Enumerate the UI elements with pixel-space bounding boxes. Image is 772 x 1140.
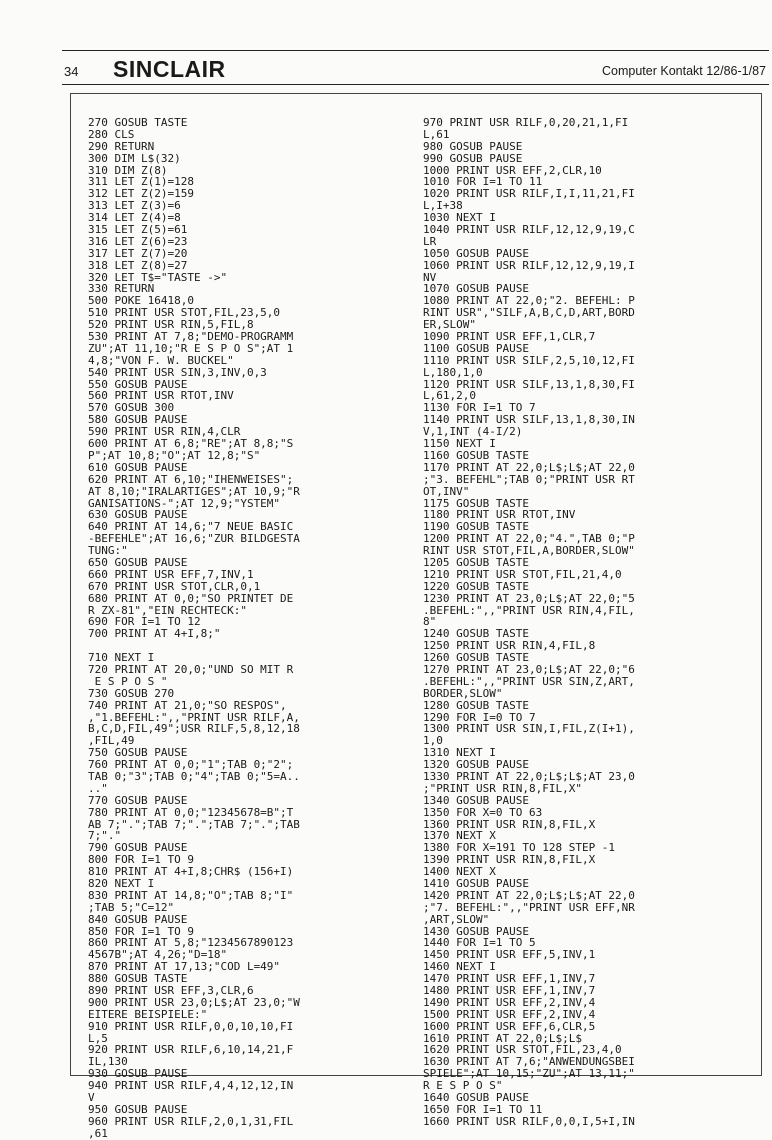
- code-line: 310 DIM Z(8): [88, 164, 168, 177]
- code-line: R E S P O S": [423, 1080, 503, 1093]
- code-line: 315 LET Z(5)=61: [88, 224, 188, 236]
- code-line: 770 GOSUB PAUSE: [88, 794, 188, 807]
- code-line: 1175 GOSUB TASTE: [423, 497, 529, 510]
- code-line: 311 LET Z(1)=128: [88, 176, 194, 189]
- code-line: -BEFEHLE";AT 16,6;"ZUR BILDGESTA: [88, 533, 300, 546]
- code-line: 1290 FOR I=0 TO 7: [423, 711, 536, 724]
- code-line: P";AT 10,8;"O";AT 12,8;"S": [88, 449, 261, 462]
- code-line: 1090 PRINT USR EFF,1,CLR,7: [423, 331, 596, 343]
- code-line: 1190 GOSUB TASTE: [423, 521, 529, 534]
- code-line: 1600 PRINT USR EFF,6,CLR,5: [423, 1020, 596, 1033]
- code-line: 670 PRINT USR STOT,CLR,0,1: [88, 580, 261, 593]
- code-line: 1320 GOSUB PAUSE: [423, 759, 529, 771]
- code-line: R ZX-81","EIN RECHTECK:": [88, 604, 247, 617]
- header-rule: [62, 84, 769, 85]
- code-line: ..": [88, 782, 108, 795]
- code-line: GANISATIONS-";AT 12,9;"YSTEM": [88, 497, 281, 510]
- code-line: 860 PRINT AT 5,8;"1234567890123: [88, 937, 294, 950]
- code-line: 1,0: [423, 735, 443, 748]
- code-line: 1430 GOSUB PAUSE: [423, 925, 529, 938]
- code-line: 550 GOSUB PAUSE: [88, 378, 188, 391]
- code-line: 700 PRINT AT 4+I,8;": [88, 628, 221, 641]
- code-line: L,I+38: [423, 200, 463, 213]
- code-line: 1490 PRINT USR EFF,2,INV,4: [423, 996, 596, 1009]
- code-line: 1330 PRINT AT 22,0;L$;L$;AT 23,0: [423, 770, 635, 783]
- code-line: 650 GOSUB PAUSE: [88, 556, 188, 569]
- code-line: 1030 NEXT I: [423, 212, 496, 225]
- code-line: 318 LET Z(8)=27: [88, 259, 188, 272]
- code-line: 1650 FOR I=1 TO 11: [423, 1103, 543, 1116]
- code-line: TUNG:": [88, 545, 128, 557]
- code-line: 970 PRINT USR RILF,0,20,21,1,FI: [423, 117, 629, 129]
- code-line: 1000 PRINT USR EFF,2,CLR,10: [423, 164, 602, 177]
- code-line: 1370 NEXT X: [423, 830, 496, 843]
- code-line: 1660 PRINT USR RILF,0,0,I,5+I,IN: [423, 1115, 635, 1128]
- code-line: L,180,1,0: [423, 366, 483, 379]
- code-line: 530 PRINT AT 7,8;"DEMO-PROGRAMM: [88, 331, 294, 343]
- code-line: 1120 PRINT USR SILF,13,1,8,30,FI: [423, 378, 635, 391]
- code-line: .BEFEHL:",,"PRINT USR RIN,4,FIL,: [423, 604, 635, 617]
- code-line: 1470 PRINT USR EFF,1,INV,7: [423, 973, 596, 986]
- code-line: 1205 GOSUB TASTE: [423, 556, 529, 569]
- code-line: 890 PRINT USR EFF,3,CLR,6: [88, 985, 254, 997]
- code-line: 830 PRINT AT 14,8;"O";TAB 8;"I": [88, 889, 294, 902]
- code-line: ;"3. BEFEHL";TAB 0;"PRINT USR RT: [423, 473, 635, 486]
- code-line: 1130 FOR I=1 TO 7: [423, 402, 536, 415]
- code-line: 1610 PRINT AT 22,0;L$;L$: [423, 1032, 582, 1045]
- code-line: 520 PRINT USR RIN,5,FIL,8: [88, 319, 254, 332]
- code-line: 620 PRINT AT 6,10;"IHENWEISES";: [88, 473, 294, 486]
- code-line: 940 PRINT USR RILF,4,4,12,12,IN: [88, 1080, 294, 1093]
- code-line: [88, 640, 418, 652]
- code-line: 270 GOSUB TASTE: [88, 117, 188, 129]
- magazine-brand: SINCLAIR: [113, 56, 226, 82]
- code-line: ,ART,SLOW": [423, 913, 490, 926]
- code-line: 1240 GOSUB TASTE: [423, 628, 529, 641]
- code-line: 1170 PRINT AT 22,0;L$;L$;AT 22,0: [423, 461, 635, 474]
- code-line: ,"1.BEFEHL:",,"PRINT USR RILF,A,: [88, 711, 300, 724]
- code-line: 280 CLS: [88, 128, 135, 141]
- code-line: ;TAB 5;"C=12": [88, 901, 175, 914]
- code-line: L,5: [88, 1032, 108, 1045]
- code-line: 1360 PRINT USR RIN,8,FIL,X: [423, 818, 596, 831]
- code-line: EITERE BEISPIELE:": [88, 1008, 208, 1021]
- code-line: 314 LET Z(4)=8: [88, 212, 181, 225]
- code-line: 1040 PRINT USR RILF,12,12,9,19,C: [423, 224, 635, 236]
- code-line: 1110 PRINT USR SILF,2,5,10,12,FI: [423, 354, 635, 367]
- code-line: OT,INV": [423, 485, 470, 498]
- code-line: 300 DIM L$(32): [88, 152, 181, 165]
- code-line: 710 NEXT I: [88, 652, 155, 664]
- code-line: 560 PRINT USR RTOT,INV: [88, 390, 234, 403]
- code-line: 590 PRINT USR RIN,4,CLR: [88, 426, 241, 439]
- code-line: BORDER,SLOW": [423, 687, 503, 700]
- code-line: 980 GOSUB PAUSE: [423, 140, 523, 153]
- code-line: 820 NEXT I: [88, 878, 155, 890]
- code-line: 312 LET Z(2)=159: [88, 188, 194, 201]
- code-line: 1630 PRINT AT 7,6;"ANWENDUNGSBEI: [423, 1056, 635, 1069]
- code-line: ,61: [88, 1127, 108, 1140]
- code-line: 1450 PRINT USR EFF,5,INV,1: [423, 949, 596, 962]
- code-line: 880 GOSUB TASTE: [88, 973, 188, 986]
- code-line: 690 FOR I=1 TO 12: [88, 616, 201, 629]
- code-line: 1440 FOR I=1 TO 5: [423, 937, 536, 950]
- code-line: ,FIL,49: [88, 735, 135, 748]
- code-line: 1400 NEXT X: [423, 866, 496, 878]
- code-line: 910 PRINT USR RILF,0,0,10,10,FI: [88, 1020, 294, 1033]
- code-line: 900 PRINT USR 23,0;L$;AT 23,0;"W: [88, 996, 300, 1009]
- code-line: V,1,INT (4-I/2): [423, 426, 523, 439]
- code-line: L,61: [423, 128, 450, 141]
- code-line: 1200 PRINT AT 22,0;"4.",TAB 0;"P: [423, 533, 635, 546]
- listing-right-column: [423, 117, 763, 1128]
- code-line: 1460 NEXT I: [423, 961, 496, 974]
- code-line: 290 RETURN: [88, 140, 155, 153]
- code-line: 1300 PRINT USR SIN,I,FIL,Z(I+1),: [423, 723, 635, 736]
- code-line: V: [88, 1092, 95, 1104]
- code-line: 800 FOR I=1 TO 9: [88, 854, 194, 867]
- code-line: ;"7. BEFEHL:",,"PRINT USR EFF,NR: [423, 901, 635, 914]
- code-line: 1060 PRINT USR RILF,12,12,9,19,I: [423, 259, 635, 272]
- code-line: TAB 0;"3";TAB 0;"4";TAB 0;"5=A..: [88, 770, 300, 783]
- code-line: 1350 FOR X=0 TO 63: [423, 806, 543, 819]
- code-line: 720 PRINT AT 20,0;"UND SO MIT R: [88, 663, 294, 676]
- code-line: SPIELE";AT 10,15;"ZU";AT 13,11;": [423, 1068, 635, 1081]
- code-line: 960 PRINT USR RILF,2,0,1,31,FIL: [88, 1115, 294, 1128]
- code-line: L,61,2,0: [423, 390, 476, 403]
- code-line: ZU";AT 11,10;"R E S P O S";AT 1: [88, 342, 294, 355]
- code-line: 580 GOSUB PAUSE: [88, 414, 188, 427]
- code-line: 850 FOR I=1 TO 9: [88, 925, 194, 938]
- code-line: B,C,D,FIL,49";USR RILF,5,8,12,18: [88, 723, 300, 736]
- code-line: .BEFEHL:",,"PRINT USR SIN,Z,ART,: [423, 675, 635, 688]
- code-line: AT 8,10;"IRALARTIGES";AT 10,9;"R: [88, 485, 300, 498]
- code-line: AB 7;".";TAB 7;".";TAB 7;".";TAB: [88, 818, 300, 831]
- issue-info: Computer Kontakt 12/86-1/87: [602, 64, 766, 78]
- code-line: 1640 GOSUB PAUSE: [423, 1092, 529, 1104]
- code-line: 1500 PRINT USR EFF,2,INV,4: [423, 1008, 596, 1021]
- code-line: 990 GOSUB PAUSE: [423, 152, 523, 165]
- code-line: 660 PRINT USR EFF,7,INV,1: [88, 568, 254, 581]
- code-line: 1250 PRINT USR RIN,4,FIL,8: [423, 640, 596, 653]
- code-line: 317 LET Z(7)=20: [88, 247, 188, 260]
- code-line: 1220 GOSUB TASTE: [423, 580, 529, 593]
- code-line: 780 PRINT AT 0,0;"12345678=B";T: [88, 806, 294, 819]
- code-line: IL,130: [88, 1056, 128, 1069]
- code-line: 630 GOSUB PAUSE: [88, 509, 188, 522]
- code-line: 500 POKE 16418,0: [88, 295, 194, 308]
- code-line: 313 LET Z(3)=6: [88, 200, 181, 213]
- code-line: 320 LET T$="TASTE ->": [88, 271, 228, 284]
- code-line: 930 GOSUB PAUSE: [88, 1068, 188, 1081]
- code-line: 7;".": [88, 830, 122, 843]
- code-line: 640 PRINT AT 14,6;"7 NEUE BASIC: [88, 521, 294, 534]
- code-line: E S P O S ": [88, 675, 168, 688]
- code-line: 330 RETURN: [88, 283, 155, 296]
- code-line: 1140 PRINT USR SILF,13,1,8,30,IN: [423, 414, 635, 427]
- code-line: 1260 GOSUB TASTE: [423, 652, 529, 664]
- code-line: 1020 PRINT USR RILF,I,I,11,21,FI: [423, 188, 635, 201]
- code-line: 1620 PRINT USR STOT,FIL,23,4,0: [423, 1044, 622, 1057]
- code-line: ER,SLOW": [423, 319, 476, 332]
- code-line: 4567B";AT 4,26;"D=18": [88, 949, 228, 962]
- code-line: 1280 GOSUB TASTE: [423, 699, 529, 712]
- code-line: 1380 FOR X=191 TO 128 STEP -1: [423, 842, 616, 855]
- listing-left-column: [88, 117, 418, 1140]
- code-line: 1210 PRINT USR STOT,FIL,21,4,0: [423, 568, 622, 581]
- code-line: 750 GOSUB PAUSE: [88, 747, 188, 760]
- code-line: 510 PRINT USR STOT,FIL,23,5,0: [88, 307, 281, 320]
- code-line: 570 GOSUB 300: [88, 402, 175, 415]
- top-rule: [62, 50, 769, 51]
- code-line: 1340 GOSUB PAUSE: [423, 794, 529, 807]
- code-line: 1310 NEXT I: [423, 747, 496, 760]
- code-line: 4,8;"VON F. W. BUCKEL": [88, 354, 234, 367]
- code-line: ;"PRINT USR RIN,8,FIL,X": [423, 782, 582, 795]
- code-line: 1160 GOSUB TASTE: [423, 449, 529, 462]
- code-line: 1180 PRINT USR RTOT,INV: [423, 509, 576, 522]
- code-line: 1010 FOR I=1 TO 11: [423, 176, 543, 189]
- code-line: 1480 PRINT USR EFF,1,INV,7: [423, 985, 596, 997]
- code-line: 8": [423, 616, 437, 629]
- code-line: 840 GOSUB PAUSE: [88, 913, 188, 926]
- code-line: 740 PRINT AT 21,0;"SO RESPOS",: [88, 699, 287, 712]
- code-line: 680 PRINT AT 0,0;"SO PRINTET DE: [88, 592, 294, 605]
- code-line: LR: [423, 235, 437, 248]
- code-line: 1230 PRINT AT 23,0;L$;AT 22,0;"5: [423, 592, 635, 605]
- page-number: 34: [64, 64, 79, 79]
- code-line: 1150 NEXT I: [423, 438, 496, 450]
- code-line: 1070 GOSUB PAUSE: [423, 283, 529, 296]
- code-line: RINT USR","SILF,A,B,C,D,ART,BORD: [423, 307, 635, 320]
- code-line: 790 GOSUB PAUSE: [88, 842, 188, 855]
- code-line: 870 PRINT AT 17,13;"COD L=49": [88, 961, 281, 974]
- code-line: 1080 PRINT AT 22,0;"2. BEFEHL: P: [423, 295, 635, 308]
- code-line: 1390 PRINT USR RIN,8,FIL,X: [423, 854, 596, 867]
- code-line: 1050 GOSUB PAUSE: [423, 247, 529, 260]
- code-line: 1270 PRINT AT 23,0;L$;AT 22,0;"6: [423, 663, 635, 676]
- code-line: 950 GOSUB PAUSE: [88, 1103, 188, 1116]
- code-line: 1410 GOSUB PAUSE: [423, 878, 529, 890]
- code-line: 540 PRINT USR SIN,3,INV,0,3: [88, 366, 267, 379]
- code-line: 600 PRINT AT 6,8;"RE";AT 8,8;"S: [88, 438, 294, 450]
- code-line: 760 PRINT AT 0,0;"1";TAB 0;"2";: [88, 759, 294, 771]
- code-line: 920 PRINT USR RILF,6,10,14,21,F: [88, 1044, 294, 1057]
- code-line: RINT USR STOT,FIL,A,BORDER,SLOW": [423, 545, 635, 557]
- code-line: 316 LET Z(6)=23: [88, 235, 188, 248]
- code-line: 810 PRINT AT 4+I,8;CHR$ (156+I): [88, 866, 294, 878]
- code-line: 730 GOSUB 270: [88, 687, 175, 700]
- code-line: NV: [423, 271, 437, 284]
- code-line: 1100 GOSUB PAUSE: [423, 342, 529, 355]
- code-line: 610 GOSUB PAUSE: [88, 461, 188, 474]
- code-line: 1420 PRINT AT 22,0;L$;L$;AT 22,0: [423, 889, 635, 902]
